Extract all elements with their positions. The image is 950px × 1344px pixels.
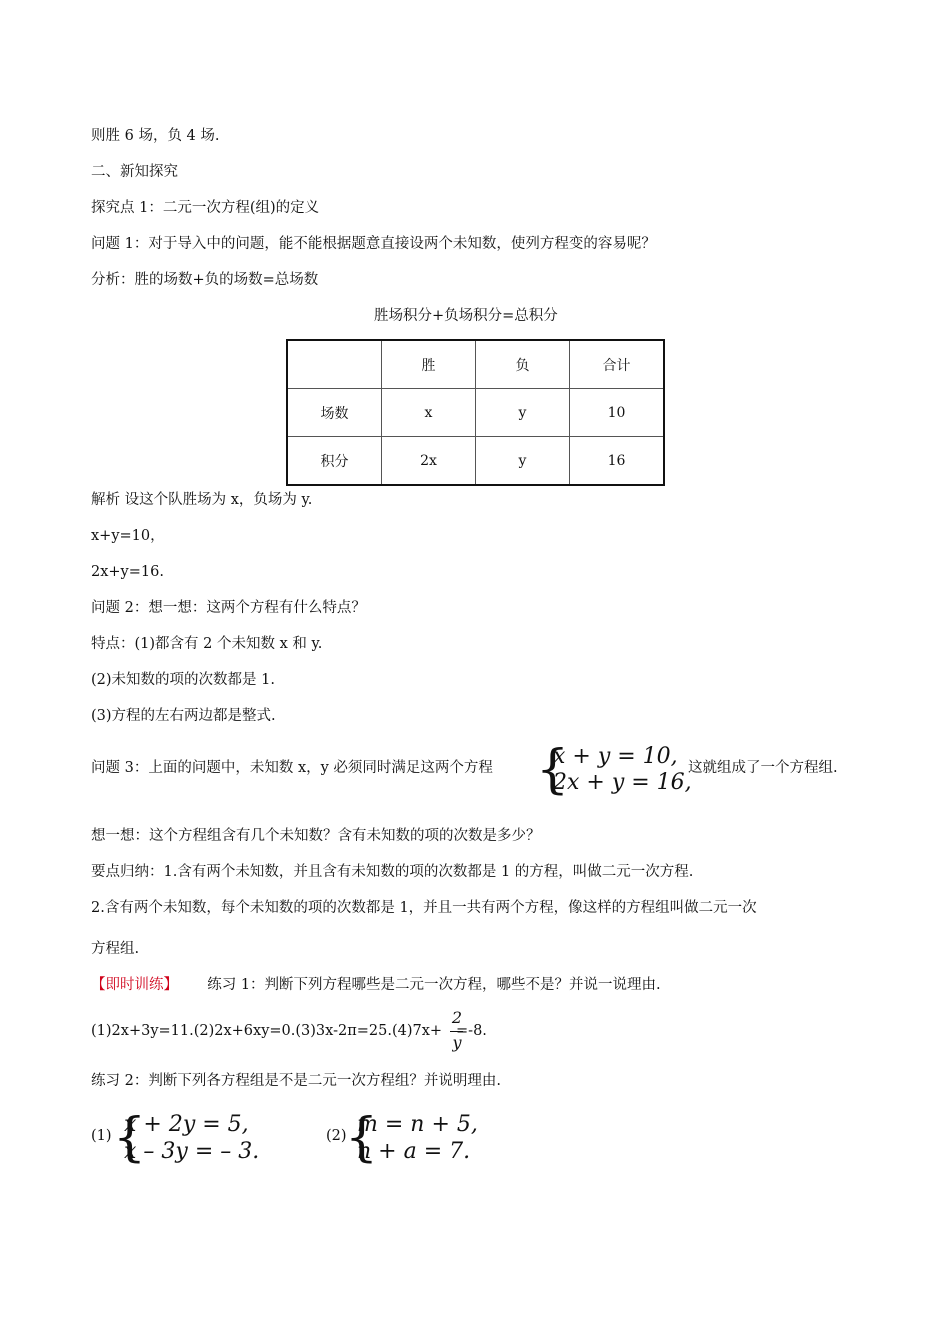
text-line: (2)未知数的项的次数都是 1. — [91, 672, 275, 688]
text-line: 解析 设这个队胜场为 x，负场为 y. — [91, 492, 313, 508]
equation: 2x + y = 16, — [553, 770, 692, 795]
table-cell: 10 — [570, 389, 665, 437]
fraction-denominator: y — [452, 1033, 462, 1052]
exercise-1-prompt: 练习 1：判断下列方程哪些是二元一次方程，哪些不是？并说一说理由. — [207, 977, 661, 993]
table-cell: 16 — [570, 437, 665, 486]
table-cell: y — [476, 389, 570, 437]
equation-line: 2x+y=16. — [91, 564, 164, 580]
system-label: (2) — [326, 1128, 347, 1144]
text-line: 问题 3：上面的问题中，未知数 x，y 必须同时满足这两个方程 — [91, 760, 493, 776]
equation-list: (1)2x+3y=11.(2)2x+6xy=0.(3)3x-2π=25.(4)7x+ — [91, 1023, 443, 1039]
equation-end: =-8. — [456, 1023, 487, 1039]
text-line: 要点归纳：1.含有两个未知数，并且含有未知数的项的次数都是 1 的方程，叫做二元一次方程. — [91, 864, 694, 880]
subsection-heading: 探究点 1：二元一次方程(组)的定义 — [91, 200, 320, 216]
table-cell: 负 — [476, 340, 570, 389]
left-brace-icon: { — [113, 1108, 147, 1168]
system-label: (1) — [91, 1128, 112, 1144]
equation: n + a = 7. — [357, 1139, 471, 1164]
table-header-row — [287, 340, 664, 389]
table-cell: 2x — [382, 437, 476, 486]
table-cell: 胜 — [382, 340, 476, 389]
section-heading: 二、新知探究 — [91, 164, 178, 180]
text-line: 则胜 6 场，负 4 场. — [91, 128, 220, 144]
table-cell: 合计 — [570, 340, 665, 389]
fraction-numerator: 2 — [451, 1008, 463, 1027]
equation: m = n + 5, — [357, 1112, 478, 1137]
text-line: 2.含有两个未知数，每个未知数的项的次数都是 1，并且一共有两个方程，像这样的方程组叫做二元一次 — [91, 900, 757, 916]
instant-training-tag: 【即时训练】 — [91, 977, 178, 993]
table-row — [287, 389, 664, 437]
score-table — [286, 339, 665, 486]
equation: x – 3y = – 3. — [124, 1139, 260, 1164]
exercise-1 — [91, 975, 661, 995]
table-cell: 积分 — [287, 437, 382, 486]
equation: x + y = 10, — [553, 744, 678, 769]
table-cell: y — [476, 437, 570, 486]
text-line: 练习 2：判断下列各方程组是不是二元一次方程组？并说明理由. — [91, 1073, 501, 1089]
text-line: (3)方程的左右两边都是整式. — [91, 708, 276, 724]
equation: x + 2y = 5, — [124, 1112, 249, 1137]
left-brace-icon: { — [345, 1108, 379, 1168]
text-line: 胜场积分+负场积分=总积分 — [374, 308, 558, 324]
text-line: 这就组成了一个方程组. — [688, 760, 838, 776]
text-line: 问题 1：对于导入中的问题，能不能根据题意直接设两个未知数，使列方程变的容易呢？ — [91, 236, 656, 252]
text-line: 想一想：这个方程组含有几个未知数？含有未知数的项的次数是多少？ — [91, 828, 541, 844]
text-line: 方程组. — [91, 941, 140, 957]
table-cell: x — [382, 389, 476, 437]
table-cell: 场数 — [287, 389, 382, 437]
text-line: 分析：胜的场数+负的场数=总场数 — [91, 272, 319, 288]
text-line: 问题 2：想一想：这两个方程有什么特点？ — [91, 600, 366, 616]
table-row — [287, 437, 664, 486]
exercise-1-items — [91, 1021, 487, 1041]
left-brace-icon: { — [536, 740, 570, 800]
text-line: 特点：(1)都含有 2 个未知数 x 和 y. — [91, 636, 323, 652]
table-cell — [287, 340, 382, 389]
fraction-bar — [450, 1031, 463, 1032]
equation-line: x+y=10， — [91, 528, 165, 544]
